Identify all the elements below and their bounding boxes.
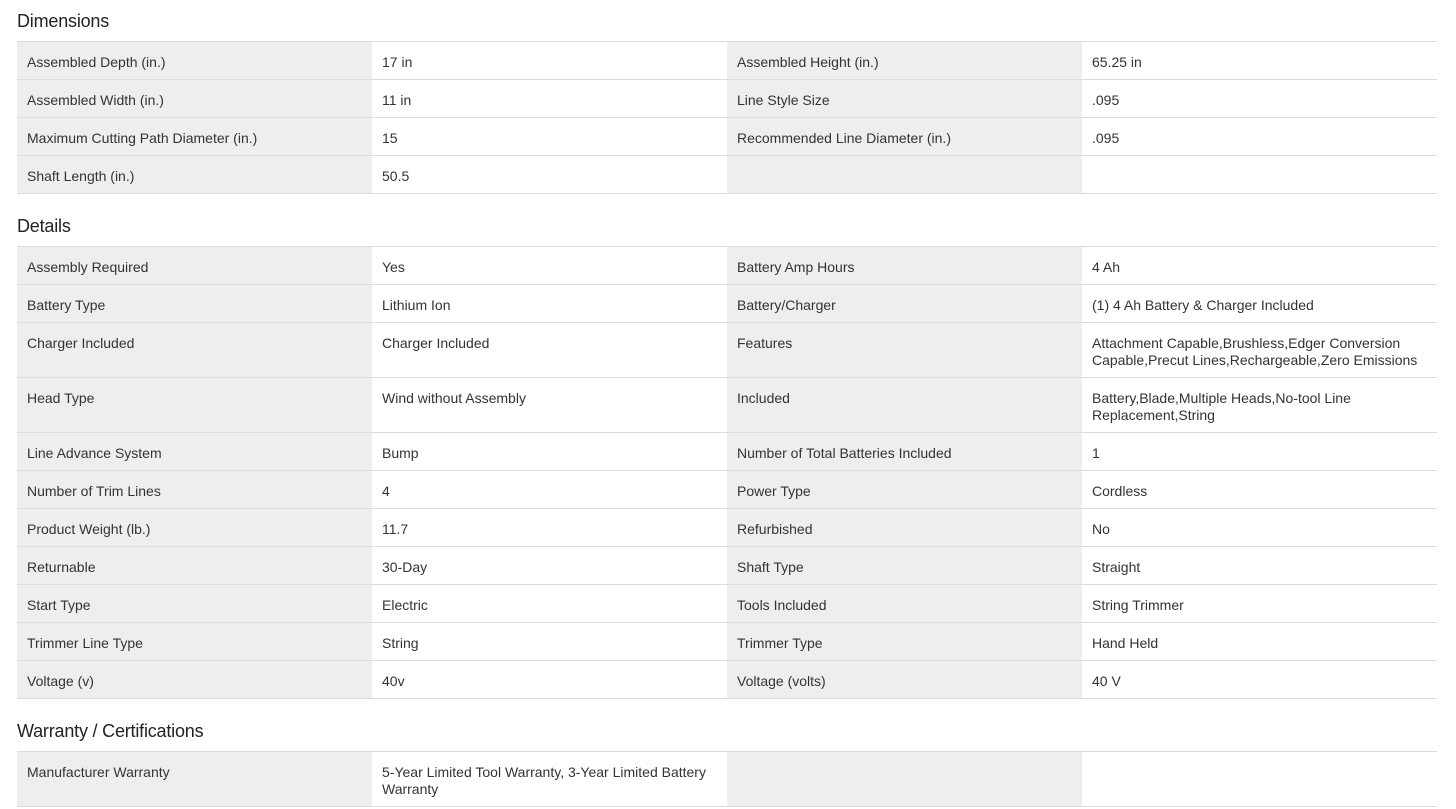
spec-value: 4 Ah <box>1082 247 1437 284</box>
table-row <box>17 42 1437 80</box>
spec-label: Manufacturer Warranty <box>17 752 372 806</box>
spec-label: Refurbished <box>727 509 1082 546</box>
table-row <box>17 433 1437 471</box>
spec-value: No <box>1082 509 1437 546</box>
table-row <box>17 547 1437 585</box>
spec-label: Battery/Charger <box>727 285 1082 322</box>
spec-value: .095 <box>1082 118 1437 155</box>
spec-label: Assembled Height (in.) <box>727 42 1082 79</box>
spec-label: Head Type <box>17 378 372 432</box>
specs-table-details <box>17 246 1437 699</box>
spec-label: Battery Amp Hours <box>727 247 1082 284</box>
spec-label: Tools Included <box>727 585 1082 622</box>
spec-value: 40v <box>372 661 727 698</box>
spec-value: 17 in <box>372 42 727 79</box>
spec-label: Number of Trim Lines <box>17 471 372 508</box>
table-row <box>17 156 1437 194</box>
spec-label: Maximum Cutting Path Diameter (in.) <box>17 118 372 155</box>
table-row <box>17 752 1437 807</box>
spec-value: 4 <box>372 471 727 508</box>
spec-label: Battery Type <box>17 285 372 322</box>
spec-label: Line Style Size <box>727 80 1082 117</box>
spec-label <box>727 156 1082 193</box>
table-row <box>17 323 1437 378</box>
table-row <box>17 661 1437 699</box>
spec-label: Trimmer Type <box>727 623 1082 660</box>
spec-value: 11.7 <box>372 509 727 546</box>
spec-label: Line Advance System <box>17 433 372 470</box>
specs-table-warranty <box>17 751 1437 807</box>
specs-table-dimensions <box>17 41 1437 194</box>
spec-value: Battery,Blade,Multiple Heads,No-tool Line Replacement,String <box>1082 378 1437 432</box>
spec-value: 5-Year Limited Tool Warranty, 3-Year Limited Battery Warranty <box>372 752 727 806</box>
spec-label: Voltage (volts) <box>727 661 1082 698</box>
spec-value: (1) 4 Ah Battery & Charger Included <box>1082 285 1437 322</box>
spec-label: Assembly Required <box>17 247 372 284</box>
spec-label: Recommended Line Diameter (in.) <box>727 118 1082 155</box>
spec-value: 15 <box>372 118 727 155</box>
spec-value: String <box>372 623 727 660</box>
spec-label: Assembled Width (in.) <box>17 80 372 117</box>
section-title-warranty: Warranty / Certifications <box>17 721 204 741</box>
section-title-details: Details <box>17 216 71 236</box>
spec-value: 11 in <box>372 80 727 117</box>
spec-value: Charger Included <box>372 323 727 377</box>
spec-value: Straight <box>1082 547 1437 584</box>
table-row <box>17 80 1437 118</box>
spec-value: Lithium Ion <box>372 285 727 322</box>
spec-label: Features <box>727 323 1082 377</box>
table-row <box>17 285 1437 323</box>
spec-value: 30-Day <box>372 547 727 584</box>
table-row <box>17 509 1437 547</box>
spec-value: 40 V <box>1082 661 1437 698</box>
table-row <box>17 471 1437 509</box>
spec-value: Wind without Assembly <box>372 378 727 432</box>
spec-label: Power Type <box>727 471 1082 508</box>
spec-label: Start Type <box>17 585 372 622</box>
table-row <box>17 247 1437 285</box>
spec-value: 65.25 in <box>1082 42 1437 79</box>
spec-label: Trimmer Line Type <box>17 623 372 660</box>
spec-value: .095 <box>1082 80 1437 117</box>
spec-label: Assembled Depth (in.) <box>17 42 372 79</box>
spec-value: String Trimmer <box>1082 585 1437 622</box>
spec-label: Number of Total Batteries Included <box>727 433 1082 470</box>
spec-label: Voltage (v) <box>17 661 372 698</box>
spec-value <box>1082 156 1437 193</box>
spec-value: Yes <box>372 247 727 284</box>
table-row <box>17 378 1437 433</box>
spec-value: Electric <box>372 585 727 622</box>
spec-label: Included <box>727 378 1082 432</box>
table-row <box>17 118 1437 156</box>
spec-label: Shaft Type <box>727 547 1082 584</box>
spec-value: 1 <box>1082 433 1437 470</box>
spec-value: Cordless <box>1082 471 1437 508</box>
spec-value: Hand Held <box>1082 623 1437 660</box>
table-row <box>17 623 1437 661</box>
spec-value: 50.5 <box>372 156 727 193</box>
spec-label: Product Weight (lb.) <box>17 509 372 546</box>
section-title-dimensions: Dimensions <box>17 11 110 31</box>
spec-value: Bump <box>372 433 727 470</box>
spec-label: Shaft Length (in.) <box>17 156 372 193</box>
spec-label: Charger Included <box>17 323 372 377</box>
spec-label <box>727 752 1082 806</box>
spec-value <box>1082 752 1437 806</box>
table-row <box>17 585 1437 623</box>
spec-label: Returnable <box>17 547 372 584</box>
spec-value: Attachment Capable,Brushless,Edger Conversion Capable,Precut Lines,Rechargeable,Zero Emissions <box>1082 323 1437 377</box>
